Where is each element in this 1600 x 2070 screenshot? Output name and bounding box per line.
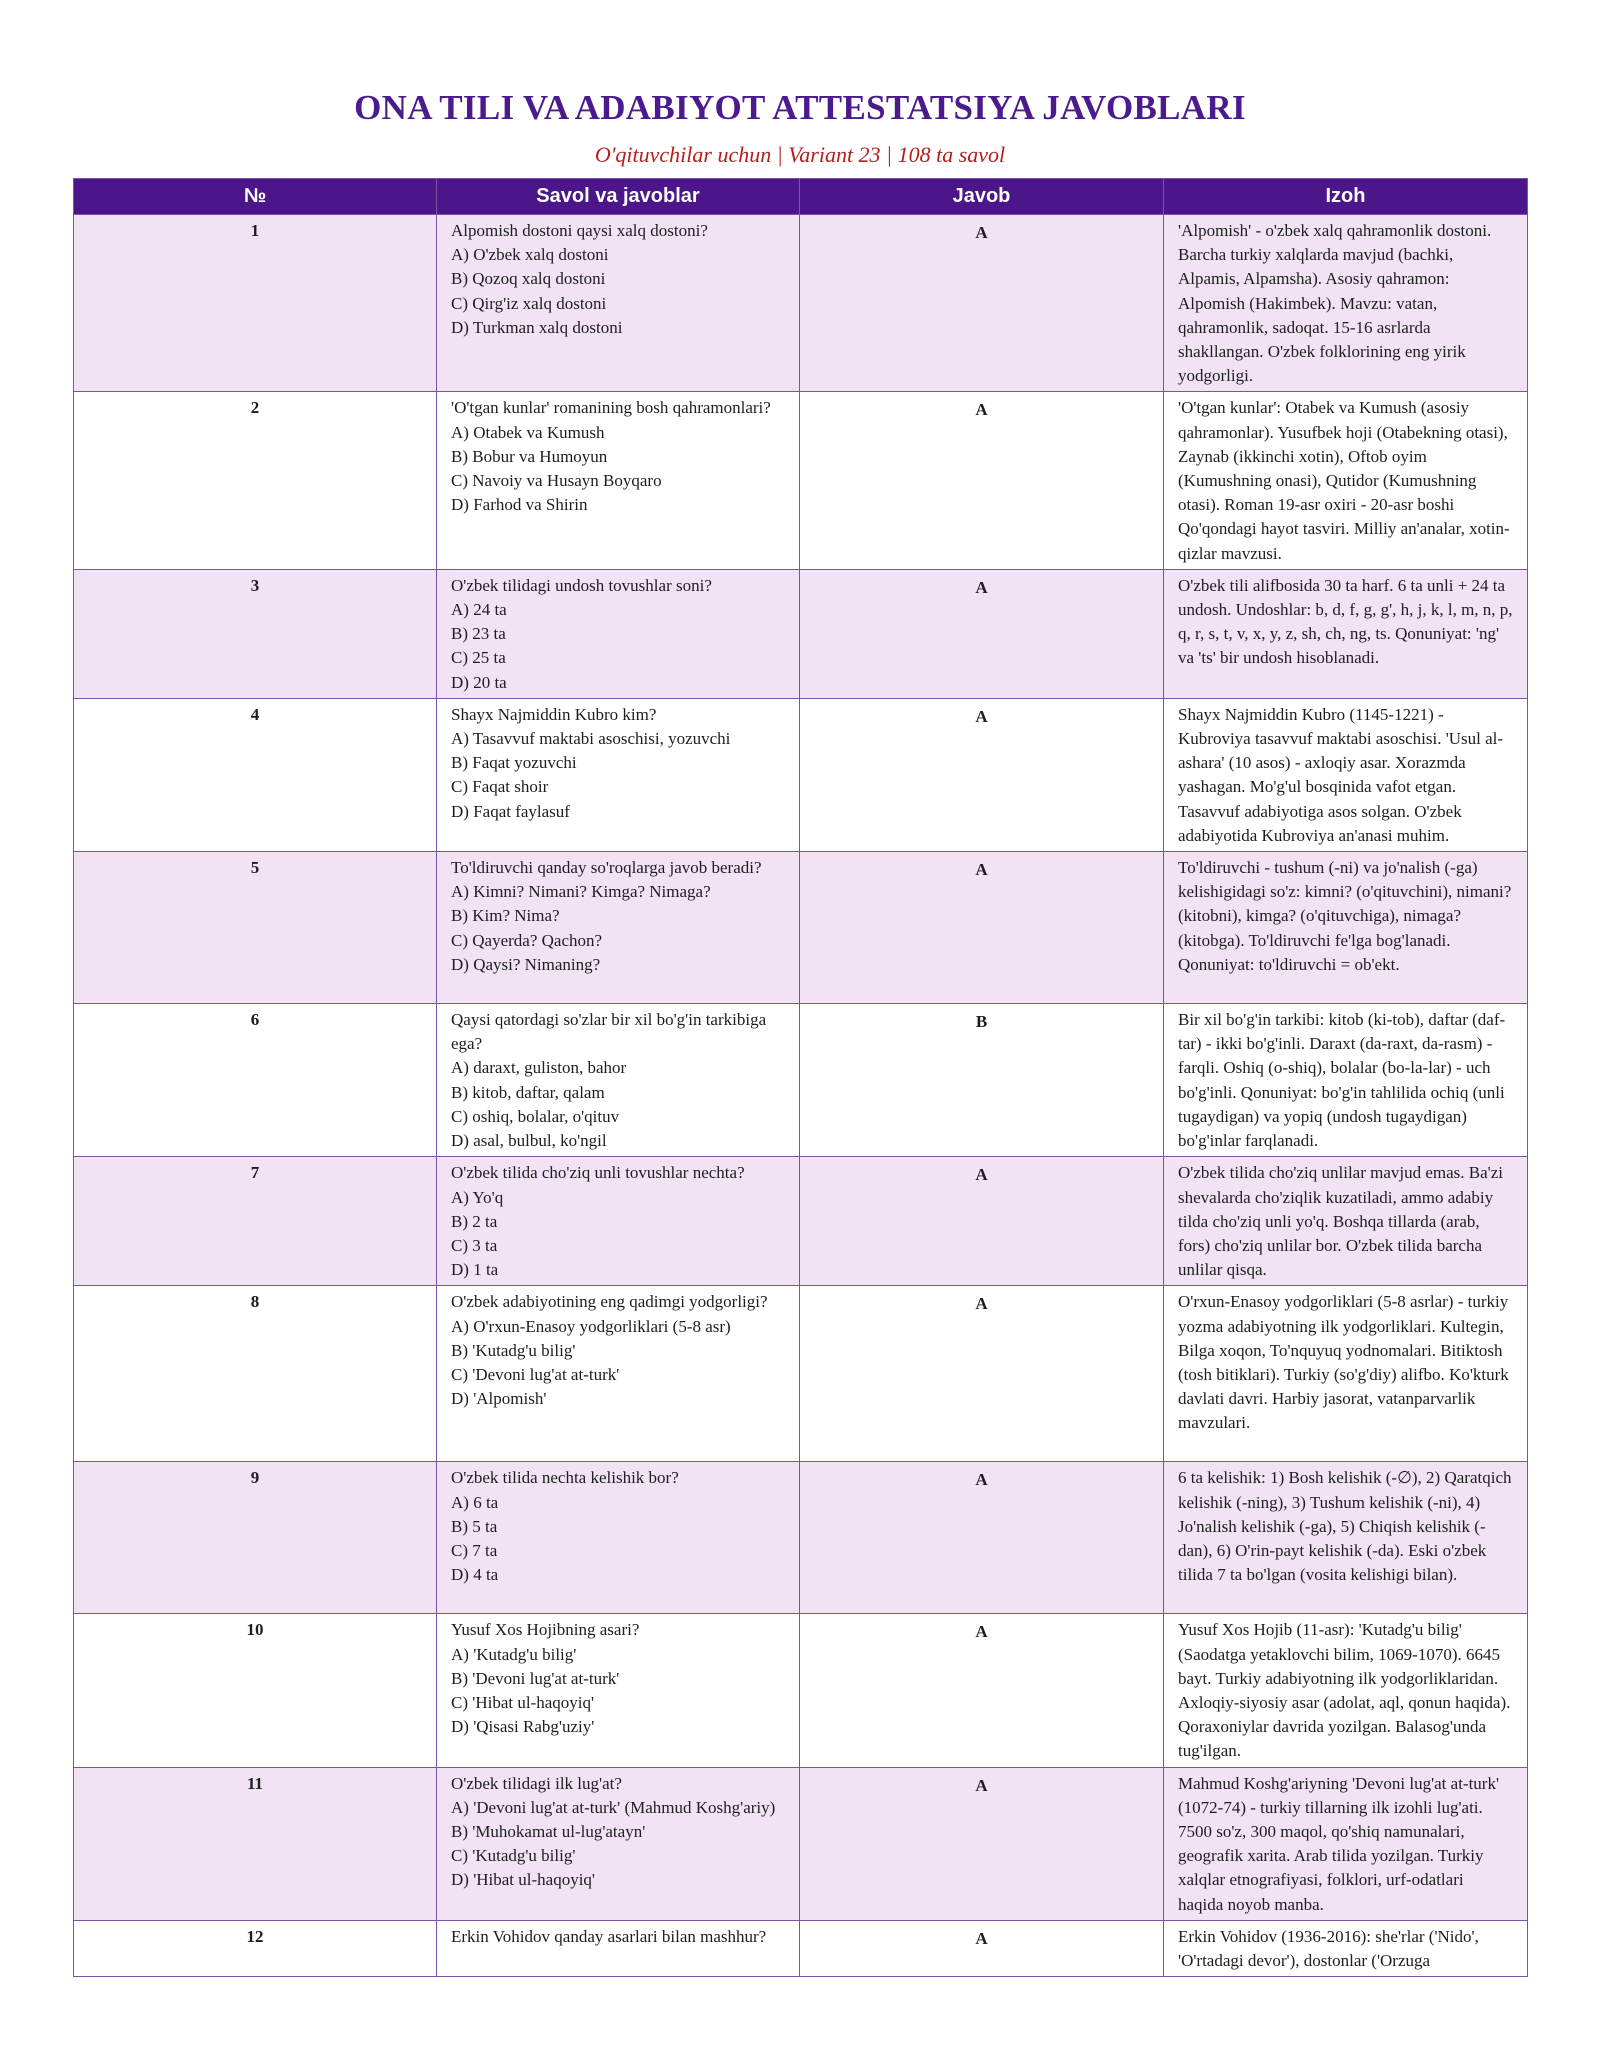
question-text: O'zbek tilida nechta kelishik bor? [451,1468,679,1488]
answer-option: B) 'Devoni lug'at at-turk' [451,1668,620,1688]
answer-cell [800,852,1164,1004]
question-cell [437,1286,800,1462]
question-text: O'zbek adabiyotining eng qadimgi yodgorligi? [451,1292,768,1312]
row-number: 11 [74,1767,437,1920]
note-cell: O'zbek tilida cho'ziq unlilar mavjud emas. Ba'zi shevalarda cho'ziqlik kuzatiladi, ammo adabiy tilda cho'ziq unli yo'q. Boshqa tillarda (arab, fors) cho'ziq unlilar bor. O'zbek tilida barcha unlilar qisqa. [1164,1157,1528,1286]
question-text: Qaysi qatordagi so'zlar bir xil bo'g'in tarkibiga ega? [451,1010,767,1054]
question-text: Shayx Najmiddin Kubro kim? [451,704,657,724]
correct-answer: A [975,1294,988,1314]
answers-table [73,178,1528,1977]
row-number: 10 [74,1614,437,1767]
correct-answer: A [975,1165,988,1185]
question-cell [437,1920,800,1976]
answer-option: C) Qirg'iz xalq dostoni [451,293,607,313]
row-number: 12 [74,1920,437,1976]
note-cell: O'rxun-Enasoy yodgorliklari (5-8 asrlar) - turkiy yozma adabiyotning ilk yodgorliklari. Kultegin, Bilga xoqon, To'nquyuq yodnomalari. Bitiktosh (tosh bitiklari). Turkiy (so'g'diy) alifbo. Ko'kturk davlati davri. Harbiy jasorat, vatanparvarlik mavzulari. [1164,1286,1528,1462]
page-subtitle: O'qituvchilar uchun | Variant 23 | 108 ta savol [594,142,1006,167]
table-row [74,1157,1528,1286]
answer-option: D) Turkman xalq dostoni [451,317,623,337]
table-row [74,1462,1528,1614]
answer-option: C) Navoiy va Husayn Boyqaro [451,471,662,491]
answer-cell [800,1920,1164,1976]
note-cell: Bir xil bo'g'in tarkibi: kitob (ki-tob), daftar (daf-tar) - ikki bo'g'inli. Daraxt (da-raxt, da-rasm) - farqli. Oshiq (o-shiq), bolalar (bo-la-lar) - uch bo'g'inli. Qonuniyat: bo'g'in tahlilida ochiq (unli tugaydigan) va yopiq (undosh tugaydigan) bo'g'inlar farqlanadi. [1164,1004,1528,1157]
answer-option: B) Kim? Nima? [451,906,560,926]
header-note: Izoh [1164,179,1528,215]
row-number: 3 [74,569,437,698]
correct-answer: A [975,1928,988,1948]
note-cell: To'ldiruvchi - tushum (-ni) va jo'nalish (-ga) kelishigidagi so'z: kimni? (o'qituvchini), nimani? (kitobni), kimga? (o'qituvchiga), nimaga? (kitobga). To'ldiruvchi fe'lga bog'lanadi. Qonuniyat: to'ldiruvchi = ob'ekt. [1164,852,1528,1004]
correct-answer: B [975,1012,988,1032]
answer-option: A) O'zbek xalq dostoni [451,245,609,265]
answer-option: B) Faqat yozuvchi [451,753,577,773]
correct-answer: A [975,1470,988,1490]
question-cell [437,852,800,1004]
correct-answer: A [975,860,988,880]
table-row [74,1614,1528,1767]
answer-cell [800,1157,1164,1286]
row-number: 1 [74,215,437,392]
question-cell [437,392,800,569]
note-cell: Yusuf Xos Hojib (11-asr): 'Kutadg'u bilig' (Saodatga yetaklovchi bilim, 1069-1070). 6645 bayt. Turkiy adabiyotning ilk yodgorliklaridan. Axloqiy-siyosiy asar (adolat, aql, qonun haqida). Qoraxoniylar davrida yozilgan. Balasog'unda tug'ilgan. [1164,1614,1528,1767]
answer-option: A) 6 ta [451,1492,499,1512]
question-cell [437,1157,800,1286]
question-text: O'zbek tilidagi ilk lug'at? [451,1773,622,1793]
answer-option: C) 7 ta [451,1540,498,1560]
note-cell: Mahmud Koshg'ariyning 'Devoni lug'at at-turk' (1072-74) - turkiy tillarning ilk izohli lug'ati. 7500 so'z, 300 maqol, qo'shiq namunalari, geografik xarita. Arab tilida yozilgan. Turkiy xalqlar etnografiyasi, folklori, urf-odatlari haqida noyob manba. [1164,1767,1528,1920]
correct-answer: A [975,577,988,597]
answer-option: A) 24 ta [451,600,507,620]
question-cell [437,215,800,392]
answer-option: B) 'Kutadg'u bilig' [451,1340,576,1360]
table-row [74,215,1528,392]
table-header-row [74,179,1528,215]
answer-option: B) Qozoq xalq dostoni [451,269,606,289]
answer-cell [800,569,1164,698]
answer-option: A) O'rxun-Enasoy yodgorliklari (5-8 asr) [451,1316,731,1336]
answer-option: B) Bobur va Humoyun [451,446,608,466]
answer-option: D) asal, bulbul, ko'ngil [451,1131,607,1151]
question-text: To'ldiruvchi qanday so'roqlarga javob beradi? [451,858,762,878]
question-cell [437,1004,800,1157]
question-text: 'O'tgan kunlar' romanining bosh qahramonlari? [451,398,771,418]
row-number: 9 [74,1462,437,1614]
answer-cell [800,1614,1164,1767]
question-text: Alpomish dostoni qaysi xalq dostoni? [451,221,708,240]
correct-answer: A [975,1622,988,1642]
answer-cell [800,1004,1164,1157]
question-text: Yusuf Xos Hojibning asari? [451,1620,640,1640]
answer-option: A) 'Kutadg'u bilig' [451,1644,577,1664]
row-number: 5 [74,852,437,1004]
answer-option: C) 'Kutadg'u bilig' [451,1846,576,1866]
answer-cell [800,215,1164,392]
correct-answer: A [975,1775,988,1795]
answer-option: C) 3 ta [451,1235,498,1255]
answer-option: D) 'Qisasi Rabg'uziy' [451,1717,595,1737]
answer-option: B) 23 ta [451,624,506,644]
answer-option: C) 'Hibat ul-haqoyiq' [451,1692,595,1712]
page-title: ONA TILI VA ADABIYOT ATTESTATSIYA JAVOBLARI [354,88,1246,127]
answer-cell [800,1286,1164,1462]
answer-option: D) 20 ta [451,672,507,692]
row-number: 7 [74,1157,437,1286]
answer-option: C) Faqat shoir [451,777,549,797]
answer-option: D) 4 ta [451,1565,499,1585]
table-row [74,569,1528,698]
table-row [74,1286,1528,1462]
note-cell: Erkin Vohidov (1936-2016): she'rlar ('Nido', 'O'rtadagi devor'), dostonlar ('Orzuga [1164,1920,1528,1976]
answer-option: D) Farhod va Shirin [451,495,588,515]
note-cell: Shayx Najmiddin Kubro (1145-1221) - Kubroviya tasavvuf maktabi asoschisi. 'Usul al-ashara' (10 asos) - axloqiy asar. Xorazmda yashagan. Mo'g'ul bosqinida vafot etgan. Tasavvuf adabiyotiga asos solgan. O'zbek adabiyotida Kubroviya an'anasi muhim. [1164,698,1528,851]
table-row [74,1767,1528,1920]
header-number: № [74,179,437,215]
header-answer: Javob [800,179,1164,215]
question-cell [437,1462,800,1614]
answer-option: D) 'Alpomish' [451,1389,547,1409]
question-cell [437,1614,800,1767]
answer-option: D) 1 ta [451,1260,499,1280]
question-text: Erkin Vohidov qanday asarlari bilan mashhur? [451,1926,767,1946]
answer-option: B) 5 ta [451,1516,498,1536]
answer-option: D) Qaysi? Nimaning? [451,954,601,974]
table-row [74,1004,1528,1157]
answer-cell [800,698,1164,851]
table-row [74,698,1528,851]
note-cell: 6 ta kelishik: 1) Bosh kelishik (-∅), 2) Qaratqich kelishik (-ning), 3) Tushum kelishik (-ni), 4) Jo'nalish kelishik (-ga), 5) Chiqish kelishik (-dan), 6) O'rin-payt kelishik (-da). Eski o'zbek tilida 7 ta bo'lgan (vosita kelishigi bilan). [1164,1462,1528,1614]
row-number: 2 [74,392,437,569]
note-cell: 'Alpomish' - o'zbek xalq qahramonlik dostoni. Barcha turkiy xalqlarda mavjud (bachki, Alpamis, Alpamsha). Asosiy qahramon: Alpomish (Hakimbek). Mavzu: vatan, qahramonlik, sadoqat. 15-16 asrlarda shakllangan. O'zbek folklorining eng yirik yodgorligi. [1164,215,1528,392]
answer-cell [800,392,1164,569]
answer-option: D) Faqat faylasuf [451,801,570,821]
answer-option: A) Yo'q [451,1187,504,1207]
correct-answer: A [975,706,988,726]
table-row [74,1920,1528,1976]
question-cell [437,1767,800,1920]
answer-option: C) oshiq, bolalar, o'qituv [451,1106,620,1126]
answer-option: B) 2 ta [451,1211,498,1231]
note-cell: 'O'tgan kunlar': Otabek va Kumush (asosiy qahramonlar). Yusufbek hoji (Otabekning otasi), Zaynab (ikkinchi xotin), Oftob oyim (Kumushning onasi), Qutidor (Kumushning otasi). Roman 19-asr oxiri - 20-asr boshi Qo'qondagi hayot tasviri. Milliy an'analar, xotin-qizlar mavzusi. [1164,392,1528,569]
question-text: O'zbek tilidagi undosh tovushlar soni? [451,575,712,595]
answer-option: C) Qayerda? Qachon? [451,930,603,950]
answer-option: C) 'Devoni lug'at at-turk' [451,1364,620,1384]
answer-option: A) Tasavvuf maktabi asoschisi, yozuvchi [451,729,731,749]
question-cell [437,569,800,698]
answer-option: B) 'Muhokamat ul-lug'atayn' [451,1821,646,1841]
answer-option: B) kitob, daftar, qalam [451,1082,605,1102]
answer-cell [800,1462,1164,1614]
row-number: 4 [74,698,437,851]
correct-answer: A [975,400,988,420]
note-cell: O'zbek tili alifbosida 30 ta harf. 6 ta unli + 24 ta undosh. Undoshlar: b, d, f, g, g', h, j, k, l, m, n, p, q, r, s, t, v, x, y, z, sh, ch, ng, ts. Qonuniyat: 'ng' va 'ts' bir undosh hisoblanadi. [1164,569,1528,698]
row-number: 8 [74,1286,437,1462]
correct-answer: A [975,223,988,242]
answer-option: D) 'Hibat ul-haqoyiq' [451,1870,595,1890]
answer-option: A) 'Devoni lug'at at-turk' (Mahmud Koshg'ariy) [451,1797,776,1817]
header-question: Savol va javoblar [437,179,800,215]
answer-option: A) Otabek va Kumush [451,422,605,442]
answer-option: A) Kimni? Nimani? Kimga? Nimaga? [451,882,711,902]
answer-cell [800,1767,1164,1920]
question-text: O'zbek tilida cho'ziq unli tovushlar nechta? [451,1163,745,1183]
table-row [74,392,1528,569]
question-cell [437,698,800,851]
answer-option: A) daraxt, guliston, bahor [451,1058,627,1078]
answer-option: C) 25 ta [451,648,506,668]
table-row [74,852,1528,1004]
row-number: 6 [74,1004,437,1157]
